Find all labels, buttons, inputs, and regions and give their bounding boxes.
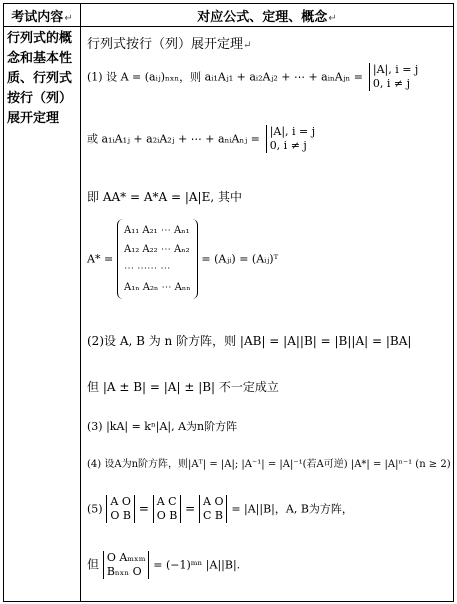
theorem-title: 行列式按行（列）展开定理↵ bbox=[87, 37, 252, 52]
det-upper-block: A C O B bbox=[153, 495, 182, 523]
topic-text: 行列式的概念和基本性质、行列式按行（列）展开定理 bbox=[7, 31, 73, 126]
header-formulas: 对应公式、定理、概念↵ bbox=[81, 4, 454, 27]
formula-line-4: (2)设 A, B 为 n 阶方阵，则 |AB| = |A||B| = |B||A| = |BA| bbox=[87, 334, 412, 348]
topic-cell bbox=[4, 27, 81, 602]
cases-1: |A|, i = j 0, i ≠ j bbox=[369, 63, 419, 91]
formula-table bbox=[3, 3, 454, 602]
formula-line-6: (3) |kA| = kⁿ|A|, A为n阶方阵 bbox=[87, 420, 238, 433]
formula-line-1: (1) 设 A = (aᵢⱼ)ₙₓₙ，则 aᵢ₁Aⱼ₁ + aᵢ₂Aⱼ₂ + ⋯ + aᵢₙAⱼₙ = |A|, i = j 0, i ≠ j bbox=[87, 63, 419, 90]
adjugate-formula: A* = A₁₁ A₂₁ ⋯ Aₙ₁ A₁₂ A₂₂ ⋯ Aₙ₂ ⋯ ⋯⋯ ⋯ A₁ₙ A₂ₙ ⋯ Aₙₙ = (Aⱼᵢ) = (Aᵢⱼ)ᵀ bbox=[87, 219, 278, 299]
det-lower-block: A O C B bbox=[199, 495, 227, 523]
header-content: 考试内容↵ bbox=[4, 4, 81, 27]
formula-line-2: 或 a₁ᵢA₁ⱼ + a₂ᵢA₂ⱼ + ⋯ + aₙᵢAₙⱼ = |A|, i = j 0, i ≠ j bbox=[87, 125, 316, 152]
formula-line-7: (4) 设A为n阶方阵，则|Aᵀ| = |A|; |A⁻¹| = |A|⁻¹(若A可逆) |A*| = |A|ⁿ⁻¹ (n ≥ 2) bbox=[87, 459, 451, 470]
formula-line-8: (5) A O O B = A C O B = A O C B = |A||B|，A, B为方阵， bbox=[87, 495, 353, 522]
formula-line-3: 即 AA* = A*A = |A|E, 其中 bbox=[87, 190, 242, 204]
adjugate-matrix: A₁₁ A₂₁ ⋯ Aₙ₁ A₁₂ A₂₂ ⋯ Aₙ₂ ⋯ ⋯⋯ ⋯ A₁ₙ A₂ₙ ⋯ Aₙₙ bbox=[117, 219, 198, 299]
det-block-diag: A O O B bbox=[106, 495, 135, 523]
formula-line-5: 但 |A ± B| = |A| ± |B| 不一定成立 bbox=[87, 380, 279, 394]
formula-line-9: 但 O Aₘₓₘ Bₙₓₙ O = (−1)ᵐⁿ |A||B|. bbox=[87, 551, 241, 578]
det-anti-diag: O Aₘₓₘ Bₙₓₙ O bbox=[103, 551, 150, 579]
cases-2: |A|, i = j 0, i ≠ j bbox=[266, 125, 316, 153]
formula-cell bbox=[81, 27, 454, 602]
